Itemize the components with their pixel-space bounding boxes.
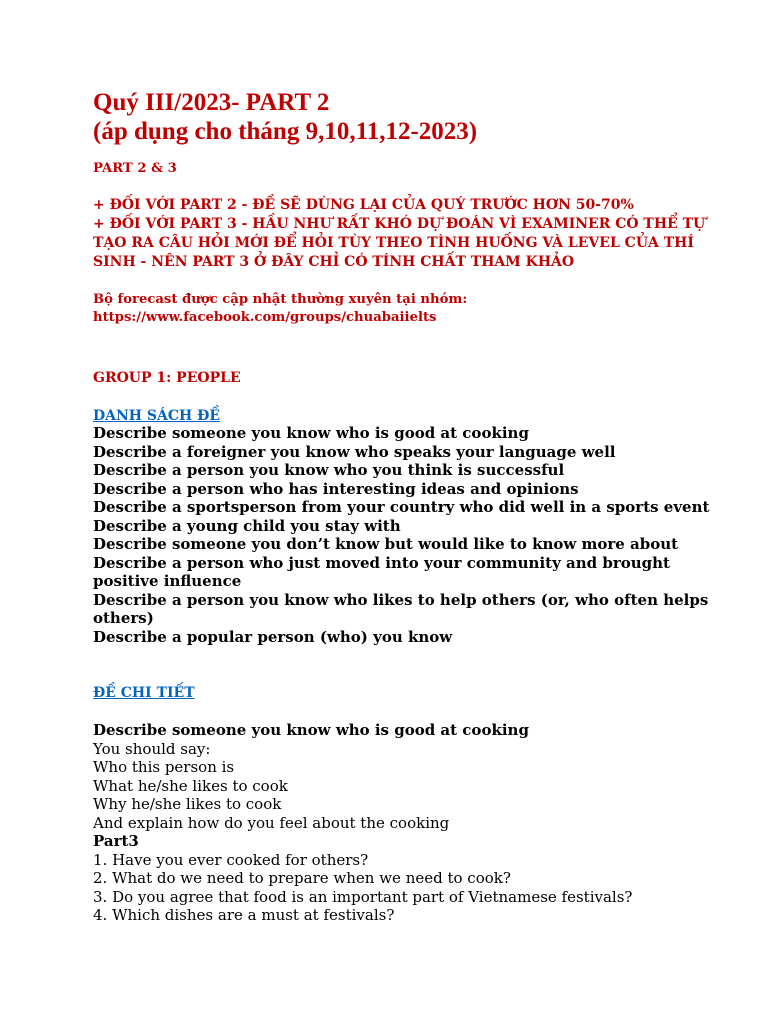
list-item: Describe a foreigner you know who speaks your language well <box>93 442 616 461</box>
prompt-line: What he/she likes to cook <box>93 776 288 795</box>
list-item: Describe a popular person (who) you know <box>93 627 453 646</box>
notes-block <box>93 196 728 272</box>
group-heading: GROUP 1: PEOPLE <box>93 370 241 386</box>
topic-list <box>93 424 728 646</box>
list-item: Describe a person who has interesting ideas and opinions <box>93 479 579 498</box>
part3-label: Part3 <box>93 832 139 850</box>
title-line-1: Quý III/2023- PART 2 <box>93 89 330 116</box>
detail-link[interactable]: ĐỀ CHI TIẾT <box>93 685 195 701</box>
part3-question: 3. Do you agree that food is an important part of Vietnamese festivals? <box>93 887 633 906</box>
part-label: PART 2 & 3 <box>93 161 177 176</box>
prompt-line: Why he/she likes to cook <box>93 795 282 813</box>
title-line-2: (áp dụng cho tháng 9,10,11,12-2023) <box>93 118 478 145</box>
list-item: Describe a person you know who likes to help others (or, who often helps <box>93 590 709 609</box>
part3-question: 2. What do we need to prepare when we need to cook? <box>93 869 511 887</box>
list-item: Describe a person who just moved into your community and brought <box>93 553 670 572</box>
list-item: positive influence <box>93 572 242 590</box>
prompt-line: And explain how do you feel about the cooking <box>93 813 450 832</box>
note-line: TẠO RA CÂU HỎI MỚI ĐỂ HỎI TÙY THEO TÌNH HUỐNG VÀ LEVEL CỦA THÍ <box>93 235 694 251</box>
forecast-block <box>93 291 728 327</box>
note-line: + ĐỐI VỚI PART 3 - HẦU NHƯ RẤT KHÓ DỰ ĐOÁN VÌ EXAMINER CÓ THỂ TỰ <box>93 216 706 232</box>
forecast-line: Bộ forecast được cập nhật thường xuyên tại nhóm: <box>93 292 468 307</box>
list-item: Describe a sportsperson from your country who did well in a sports event <box>93 498 710 516</box>
prompt-line: Who this person is <box>93 758 235 776</box>
list-item: Describe someone you know who is good at cooking <box>93 424 529 442</box>
list-item: Describe a young child you stay with <box>93 516 401 535</box>
list-item: others) <box>93 609 154 627</box>
part3-question: 1. Have you ever cooked for others? <box>93 850 369 869</box>
detail-block <box>93 721 728 925</box>
forecast-url[interactable]: https://www.facebook.com/groups/chuabaiielts <box>93 310 437 325</box>
topic-list-link[interactable]: DANH SÁCH ĐỀ <box>93 408 221 424</box>
prompt-line: You should say: <box>93 739 211 758</box>
list-item: Describe someone you don’t know but would like to know more about <box>93 535 679 553</box>
list-item: Describe a person you know who you think is successful <box>93 461 565 479</box>
doc-title <box>93 88 728 146</box>
note-line: SINH - NÊN PART 3 Ở ĐÂY CHỈ CÓ TÍNH CHẤT THAM KHẢO <box>93 254 575 270</box>
part3-question: 4. Which dishes are a must at festivals? <box>93 906 395 924</box>
note-line: + ĐỐI VỚI PART 2 - ĐỀ SẼ DÙNG LẠI CỦA QUÝ TRƯỚC HƠN 50-70% <box>93 197 634 213</box>
detail-title: Describe someone you know who is good at cooking <box>93 721 529 739</box>
